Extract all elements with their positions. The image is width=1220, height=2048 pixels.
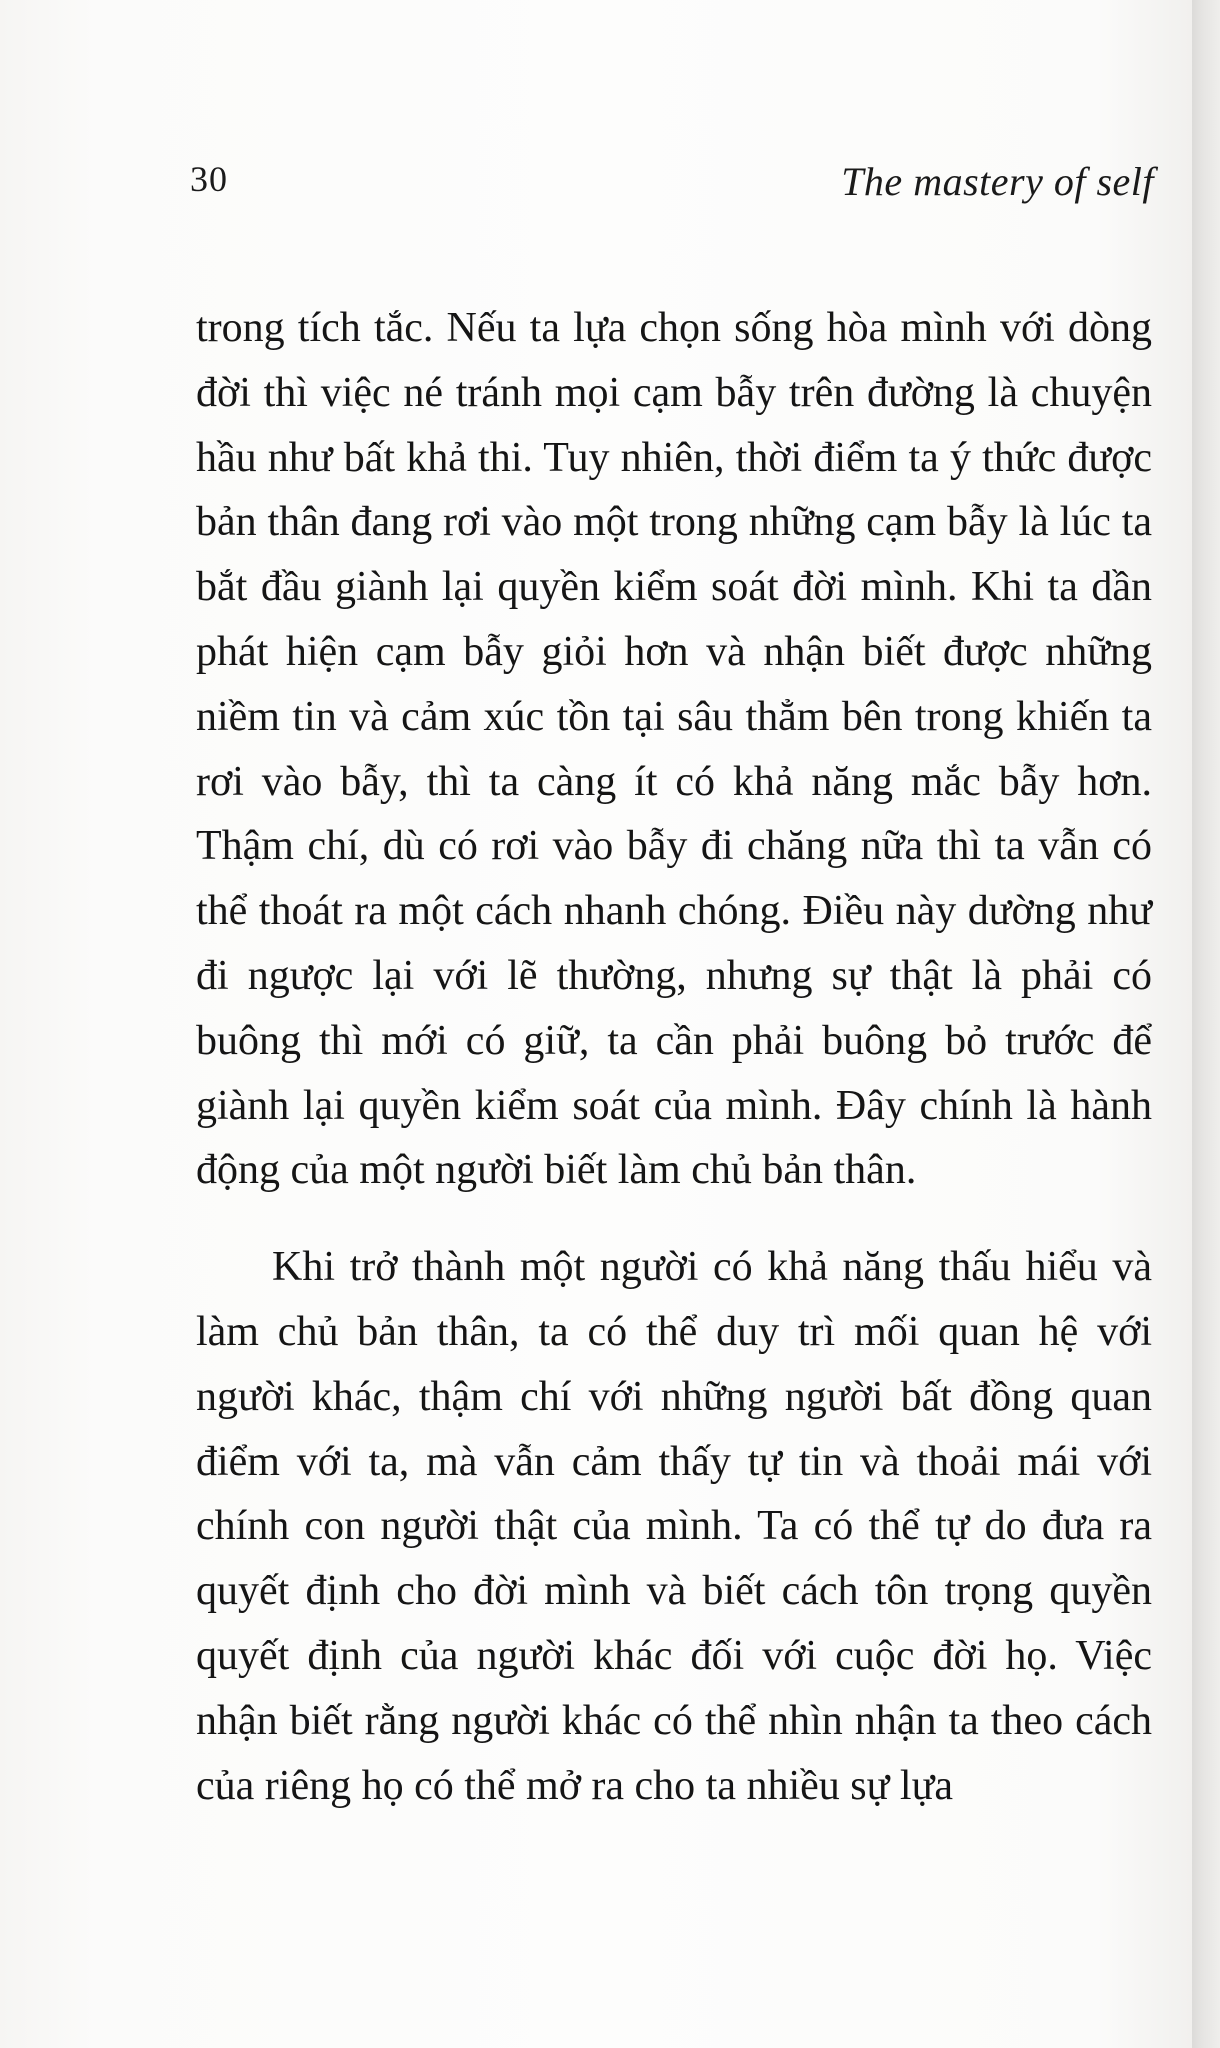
paragraph-1: trong tích tắc. Nếu ta lựa chọn sống hòa mình với dòng đời thì việc né tránh mọi cạm bẫy trên đường là chuyện hầu như bất khả thi. Tuy nhiên, thời điểm ta ý thức được bản thân đang rơi vào một trong những cạm bẫy là lúc ta bắt đầu giành lại quyền kiểm soát đời mình. Khi ta dần phát hiện cạm bẫy giỏi hơn và nhận biết được những niềm tin và cảm xúc tồn tại sâu thẳm bên trong khiến ta rơi vào bẫy, thì ta càng ít có khả năng mắc bẫy hơn. Thậm chí, dù có rơi vào bẫy đi chăng nữa thì ta vẫn có thể thoát ra một cách nhanh chóng. Điều này dường như đi ngược lại với lẽ thường, nhưng sự thật là phải có buông thì mới có giữ, ta cần phải buông bỏ trước để giành lại quyền kiểm soát của mình. Đây chính là hành động của một người biết làm chủ bản thân.: [196, 305, 1152, 1194]
body-text: [196, 296, 1152, 1818]
running-title: The mastery of self: [841, 159, 1154, 204]
paragraph-2: Khi trở thành một người có khả năng thấu hiểu và làm chủ bản thân, ta có thể duy trì mối quan hệ với người khác, thậm chí với những người bất đồng quan điểm với ta, mà vẫn cảm thấy tự tin và thoải mái với chính con người thật của mình. Ta có thể tự do đưa ra quyết định cho đời mình và biết cách tôn trọng quyền quyết định của người khác đối với cuộc đời họ. Việc nhận biết rằng người khác có thể nhìn nhận ta theo cách của riêng họ có thể mở ra cho ta nhiều sự lựa: [196, 1244, 1152, 1809]
page-header: [190, 150, 1154, 210]
page-edge: [1192, 0, 1220, 2048]
page-number: 30: [190, 159, 228, 199]
